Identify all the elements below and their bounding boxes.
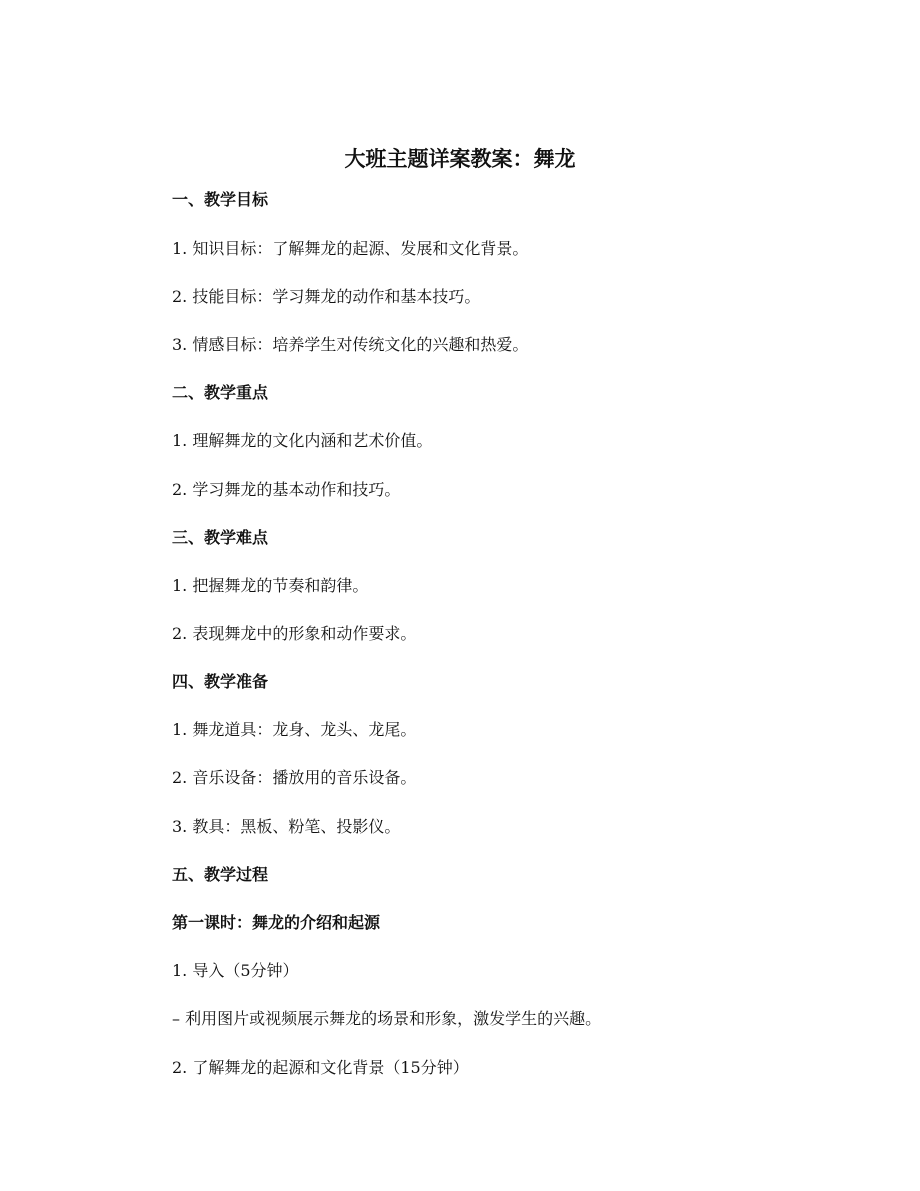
list-item: 1. 知识目标：了解舞龙的起源、发展和文化背景。 — [172, 239, 529, 258]
list-item: 3. 情感目标：培养学生对传统文化的兴趣和热爱。 — [172, 335, 529, 354]
list-item: 2. 学习舞龙的基本动作和技巧。 — [172, 480, 401, 499]
list-item: 3. 教具：黑板、粉笔、投影仪。 — [172, 817, 401, 836]
document-title: 大班主题详案教案：舞龙 — [344, 146, 576, 171]
list-item: – 利用图片或视频展示舞龙的场景和形象，激发学生的兴趣。 — [172, 1009, 602, 1028]
list-item: 2. 表现舞龙中的形象和动作要求。 — [172, 624, 417, 643]
list-item: 2. 音乐设备：播放用的音乐设备。 — [172, 768, 417, 787]
section-heading-difficulties: 三、教学难点 — [172, 528, 269, 547]
section-heading-objectives: 一、教学目标 — [172, 190, 269, 209]
list-item: 1. 导入（5分钟） — [172, 961, 299, 980]
section-heading-process: 五、教学过程 — [172, 865, 269, 884]
list-item: 1. 舞龙道具：龙身、龙头、龙尾。 — [172, 720, 417, 739]
list-item: 1. 理解舞龙的文化内涵和艺术价值。 — [172, 431, 433, 450]
list-item: 1. 把握舞龙的节奏和韵律。 — [172, 576, 369, 595]
section-heading-preparation: 四、教学准备 — [172, 672, 269, 691]
subsection-heading-lesson-one: 第一课时：舞龙的介绍和起源 — [172, 913, 381, 932]
list-item: 2. 了解舞龙的起源和文化背景（15分钟） — [172, 1058, 469, 1077]
list-item: 2. 技能目标：学习舞龙的动作和基本技巧。 — [172, 287, 481, 306]
section-heading-key-points: 二、教学重点 — [172, 383, 269, 402]
